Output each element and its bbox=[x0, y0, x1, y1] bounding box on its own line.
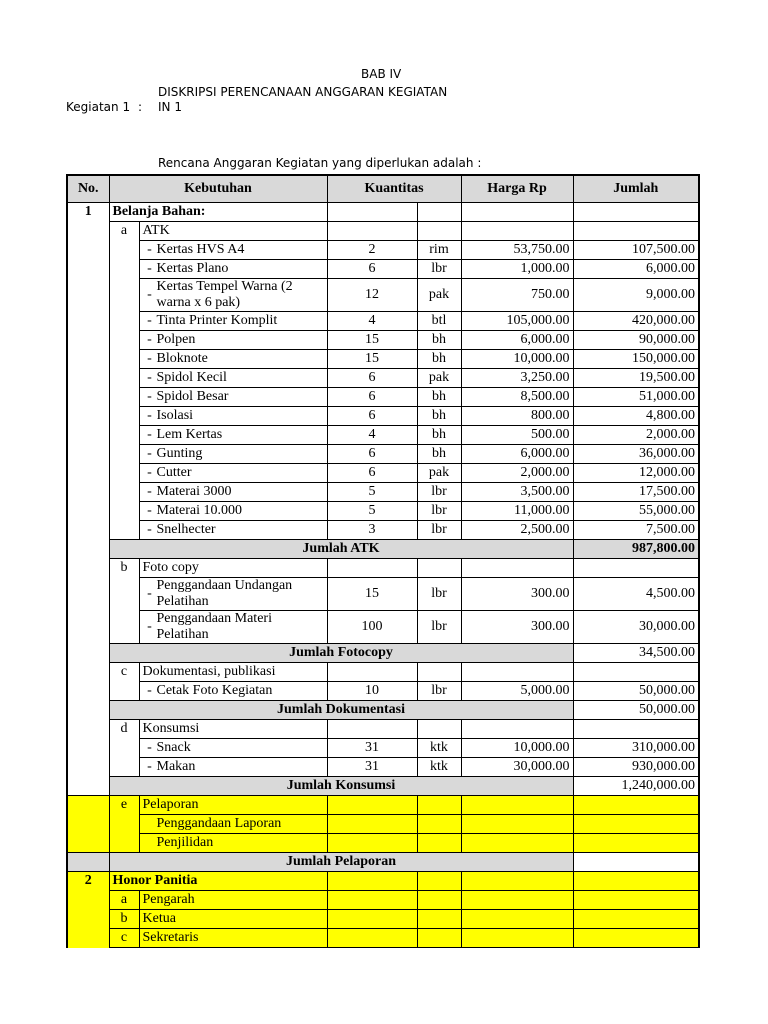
category-letter: b bbox=[109, 559, 139, 578]
item-dash: - bbox=[147, 287, 152, 302]
item-dash: - bbox=[147, 242, 152, 257]
item-qty: 100 bbox=[327, 611, 417, 644]
col-header-no: No. bbox=[67, 175, 109, 203]
item-qty: 6 bbox=[327, 369, 417, 388]
subtotal-row bbox=[67, 644, 699, 663]
item-name: Pengarah bbox=[139, 891, 327, 910]
subtotal-value: 1,240,000.00 bbox=[573, 777, 699, 796]
item-name: Kertas HVS A4 bbox=[156, 242, 245, 257]
table-row bbox=[67, 578, 699, 611]
subtotal-value: 34,500.00 bbox=[573, 644, 699, 663]
item-unit: lbr bbox=[417, 260, 461, 279]
item-dash: - bbox=[147, 313, 152, 328]
item-name: Cutter bbox=[156, 465, 192, 480]
subtotal-row bbox=[67, 777, 699, 796]
item-qty: 4 bbox=[327, 426, 417, 445]
item-qty: 15 bbox=[327, 331, 417, 350]
item-unit: lbr bbox=[417, 521, 461, 540]
item-dash: - bbox=[147, 370, 152, 385]
category-row bbox=[67, 796, 699, 815]
category-title: Konsumsi bbox=[139, 720, 327, 739]
subtotal-label: Jumlah ATK bbox=[109, 540, 573, 559]
item-price: 6,000.00 bbox=[461, 331, 573, 350]
item-qty: 5 bbox=[327, 502, 417, 521]
item-dash: - bbox=[147, 683, 152, 698]
item-qty: 6 bbox=[327, 464, 417, 483]
item-name: Lem Kertas bbox=[156, 427, 223, 442]
intro-text: Rencana Anggaran Kegiatan yang diperlukan adalah : bbox=[158, 156, 482, 170]
item-unit: ktk bbox=[417, 758, 461, 777]
category-row bbox=[67, 559, 699, 578]
item-name: Spidol Kecil bbox=[156, 370, 227, 385]
category-row bbox=[67, 663, 699, 682]
subtotal-value: 987,800.00 bbox=[573, 540, 699, 559]
item-price: 6,000.00 bbox=[461, 445, 573, 464]
table-row bbox=[67, 910, 699, 929]
item-total: 420,000.00 bbox=[573, 312, 699, 331]
item-total: 930,000.00 bbox=[573, 758, 699, 777]
item-price: 3,250.00 bbox=[461, 369, 573, 388]
item-unit: btl bbox=[417, 312, 461, 331]
category-letter: a bbox=[109, 222, 139, 241]
item-total: 30,000.00 bbox=[573, 611, 699, 644]
category-letter: b bbox=[109, 910, 139, 929]
item-name: Kertas Tempel Warna (2 warna x 6 pak) bbox=[156, 279, 293, 310]
item-price: 800.00 bbox=[461, 407, 573, 426]
subtotal-row bbox=[67, 540, 699, 559]
col-header-jumlah: Jumlah bbox=[573, 175, 699, 203]
item-unit: pak bbox=[417, 464, 461, 483]
table-header-row bbox=[67, 175, 699, 203]
item-name: Materai 10.000 bbox=[156, 503, 243, 518]
item-name: Polpen bbox=[156, 332, 196, 347]
item-name: Penggandaan Undangan Pelatihan bbox=[156, 578, 293, 609]
item-dash: - bbox=[147, 759, 152, 774]
table-row bbox=[67, 312, 699, 331]
item-price: 11,000.00 bbox=[461, 502, 573, 521]
category-letter: a bbox=[109, 891, 139, 910]
category-letter: c bbox=[109, 663, 139, 682]
table-row bbox=[67, 929, 699, 948]
item-unit: lbr bbox=[417, 682, 461, 701]
item-qty: 5 bbox=[327, 483, 417, 502]
item-qty: 31 bbox=[327, 758, 417, 777]
item-total: 17,500.00 bbox=[573, 483, 699, 502]
table-row bbox=[67, 834, 699, 853]
item-price: 30,000.00 bbox=[461, 758, 573, 777]
item-name: Materai 3000 bbox=[156, 484, 232, 499]
item-price: 105,000.00 bbox=[461, 312, 573, 331]
item-qty: 15 bbox=[327, 578, 417, 611]
item-price: 10,000.00 bbox=[461, 350, 573, 369]
item-dash: - bbox=[147, 389, 152, 404]
item-unit: rim bbox=[417, 241, 461, 260]
table-row bbox=[67, 891, 699, 910]
item-price: 3,500.00 bbox=[461, 483, 573, 502]
subtotal-label: Jumlah Fotocopy bbox=[109, 644, 573, 663]
item-qty: 15 bbox=[327, 350, 417, 369]
item-total: 9,000.00 bbox=[573, 279, 699, 312]
item-dash: - bbox=[147, 427, 152, 442]
item-name: Makan bbox=[156, 759, 196, 774]
item-total: 51,000.00 bbox=[573, 388, 699, 407]
chapter-title: BAB IV bbox=[361, 67, 402, 81]
item-qty: 6 bbox=[327, 445, 417, 464]
item-unit: lbr bbox=[417, 611, 461, 644]
item-price: 500.00 bbox=[461, 426, 573, 445]
item-name: Snack bbox=[156, 740, 191, 755]
item-dash: - bbox=[147, 332, 152, 347]
section-title: Belanja Bahan: bbox=[109, 203, 327, 222]
document-title: DISKRIPSI PERENCANAAN ANGGARAN KEGIATAN bbox=[158, 85, 448, 99]
table-row bbox=[67, 279, 699, 312]
item-name: Gunting bbox=[156, 446, 203, 461]
item-name: Penggandaan Materi Pelatihan bbox=[156, 611, 272, 642]
item-name: Tinta Printer Komplit bbox=[156, 313, 278, 328]
item-total: 4,500.00 bbox=[573, 578, 699, 611]
table-row bbox=[67, 260, 699, 279]
item-total: 90,000.00 bbox=[573, 331, 699, 350]
table-row bbox=[67, 426, 699, 445]
item-qty: 6 bbox=[327, 260, 417, 279]
item-dash: - bbox=[147, 408, 152, 423]
category-title: Pelaporan bbox=[139, 796, 327, 815]
category-row bbox=[67, 720, 699, 739]
section-number: 1 bbox=[67, 203, 109, 222]
category-letter: e bbox=[109, 796, 139, 815]
item-total: 150,000.00 bbox=[573, 350, 699, 369]
item-name: Kertas Plano bbox=[156, 261, 229, 276]
kegiatan-value: IN 1 bbox=[158, 100, 182, 114]
item-dash: - bbox=[147, 484, 152, 499]
category-row bbox=[67, 222, 699, 241]
item-qty: 12 bbox=[327, 279, 417, 312]
item-name: Penggandaan Laporan bbox=[156, 816, 282, 831]
table-row bbox=[67, 739, 699, 758]
col-header-kebutuhan: Kebutuhan bbox=[109, 175, 327, 203]
table-row bbox=[67, 331, 699, 350]
item-price: 10,000.00 bbox=[461, 739, 573, 758]
section-row bbox=[67, 872, 699, 891]
item-unit: ktk bbox=[417, 739, 461, 758]
table-row bbox=[67, 502, 699, 521]
item-price: 8,500.00 bbox=[461, 388, 573, 407]
subtotal-label: Jumlah Konsumsi bbox=[109, 777, 573, 796]
table-row bbox=[67, 445, 699, 464]
item-total: 12,000.00 bbox=[573, 464, 699, 483]
item-total: 6,000.00 bbox=[573, 260, 699, 279]
item-unit: lbr bbox=[417, 483, 461, 502]
item-price: 53,750.00 bbox=[461, 241, 573, 260]
item-dash: - bbox=[147, 619, 152, 634]
item-unit: bh bbox=[417, 331, 461, 350]
table-row bbox=[67, 682, 699, 701]
item-price: 300.00 bbox=[461, 611, 573, 644]
item-dash: - bbox=[147, 503, 152, 518]
item-price: 750.00 bbox=[461, 279, 573, 312]
item-total: 4,800.00 bbox=[573, 407, 699, 426]
subtotal-row bbox=[67, 853, 699, 872]
table-row bbox=[67, 483, 699, 502]
subtotal-label: Jumlah Dokumentasi bbox=[109, 701, 573, 720]
item-unit: bh bbox=[417, 388, 461, 407]
item-name: Spidol Besar bbox=[156, 389, 229, 404]
item-price: 2,500.00 bbox=[461, 521, 573, 540]
item-total: 107,500.00 bbox=[573, 241, 699, 260]
item-name: Isolasi bbox=[156, 408, 194, 423]
item-price: 5,000.00 bbox=[461, 682, 573, 701]
item-dash: - bbox=[147, 465, 152, 480]
table-row bbox=[67, 369, 699, 388]
item-unit: bh bbox=[417, 445, 461, 464]
item-dash: - bbox=[147, 586, 152, 601]
table-row bbox=[67, 611, 699, 644]
item-price: 2,000.00 bbox=[461, 464, 573, 483]
item-unit: lbr bbox=[417, 578, 461, 611]
item-dash: - bbox=[147, 522, 152, 537]
item-qty: 10 bbox=[327, 682, 417, 701]
col-header-kuantitas: Kuantitas bbox=[327, 175, 461, 203]
section-row bbox=[67, 203, 699, 222]
item-total: 7,500.00 bbox=[573, 521, 699, 540]
item-price: 1,000.00 bbox=[461, 260, 573, 279]
budget-table bbox=[66, 174, 700, 948]
section-title: Honor Panitia bbox=[109, 872, 327, 891]
subtotal-label: Jumlah Pelaporan bbox=[109, 853, 573, 872]
table-row bbox=[67, 521, 699, 540]
section-number: 2 bbox=[67, 872, 109, 891]
item-total: 55,000.00 bbox=[573, 502, 699, 521]
category-title: Dokumentasi, publikasi bbox=[139, 663, 327, 682]
table-row bbox=[67, 464, 699, 483]
item-unit: pak bbox=[417, 279, 461, 312]
category-title: Foto copy bbox=[139, 559, 327, 578]
item-unit: pak bbox=[417, 369, 461, 388]
item-unit: bh bbox=[417, 426, 461, 445]
col-header-harga: Harga Rp bbox=[461, 175, 573, 203]
item-unit: bh bbox=[417, 350, 461, 369]
table-row bbox=[67, 388, 699, 407]
category-letter: c bbox=[109, 929, 139, 948]
table-row bbox=[67, 815, 699, 834]
item-dash: - bbox=[147, 261, 152, 276]
item-total: 36,000.00 bbox=[573, 445, 699, 464]
subtotal-value: 50,000.00 bbox=[573, 701, 699, 720]
table-row bbox=[67, 758, 699, 777]
item-dash: - bbox=[147, 446, 152, 461]
item-dash: - bbox=[147, 351, 152, 366]
table-row bbox=[67, 407, 699, 426]
item-qty: 4 bbox=[327, 312, 417, 331]
kegiatan-label: Kegiatan 1 bbox=[66, 100, 131, 114]
item-total: 50,000.00 bbox=[573, 682, 699, 701]
item-dash: - bbox=[147, 740, 152, 755]
subtotal-row bbox=[67, 701, 699, 720]
item-total: 310,000.00 bbox=[573, 739, 699, 758]
item-name: Sekretaris bbox=[139, 929, 327, 948]
table-row bbox=[67, 241, 699, 260]
item-name: Penjilidan bbox=[156, 835, 214, 850]
category-letter: d bbox=[109, 720, 139, 739]
item-price: 300.00 bbox=[461, 578, 573, 611]
category-title: ATK bbox=[139, 222, 327, 241]
item-qty: 2 bbox=[327, 241, 417, 260]
item-name: Snelhecter bbox=[156, 522, 216, 537]
item-name: Cetak Foto Kegiatan bbox=[156, 683, 273, 698]
table-row bbox=[67, 350, 699, 369]
item-name: Bloknote bbox=[156, 351, 208, 366]
item-total: 19,500.00 bbox=[573, 369, 699, 388]
kegiatan-separator: : bbox=[138, 100, 143, 114]
item-total: 2,000.00 bbox=[573, 426, 699, 445]
item-unit: lbr bbox=[417, 502, 461, 521]
item-name: Ketua bbox=[139, 910, 327, 929]
item-qty: 3 bbox=[327, 521, 417, 540]
item-unit: bh bbox=[417, 407, 461, 426]
item-qty: 31 bbox=[327, 739, 417, 758]
item-qty: 6 bbox=[327, 388, 417, 407]
item-qty: 6 bbox=[327, 407, 417, 426]
